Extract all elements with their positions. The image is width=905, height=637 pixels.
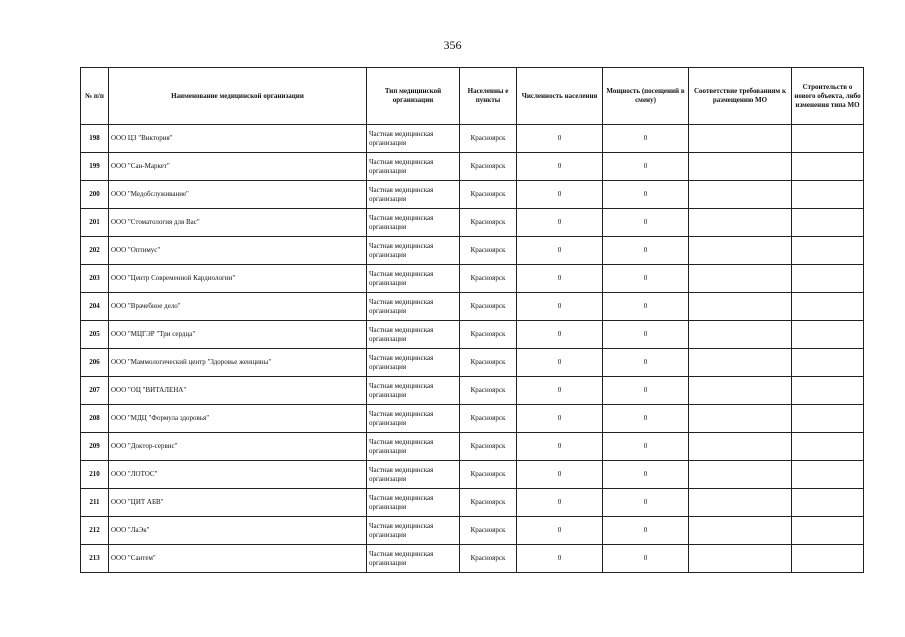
org-type-cell: Частная медицинская организация [367,153,460,181]
org-type-cell: Частная медицинская организация [367,545,460,573]
construction-cell [792,517,864,545]
capacity-cell: 0 [603,405,689,433]
org-type-cell: Частная медицинская организация [367,461,460,489]
compliance-cell [689,321,792,349]
population-cell: 0 [517,321,603,349]
row-number-cell: 202 [81,237,109,265]
construction-cell [792,209,864,237]
header-population: Численность населения [517,68,603,125]
settlement-cell: Красноярск [460,461,517,489]
page-number: 356 [443,38,462,52]
population-cell: 0 [517,545,603,573]
settlement-cell: Красноярск [460,181,517,209]
medical-organizations-table [80,67,864,573]
row-number-cell: 205 [81,321,109,349]
org-type-cell: Частная медицинская организация [367,181,460,209]
table-row [81,237,864,265]
settlement-cell: Красноярск [460,517,517,545]
header-org-type: Тип медицинской организации [367,68,460,125]
construction-cell [792,489,864,517]
population-cell: 0 [517,293,603,321]
row-number-cell: 198 [81,125,109,153]
org-name-cell: ООО "Врачебное дело" [109,293,367,321]
compliance-cell [689,349,792,377]
org-type-cell: Частная медицинская организация [367,489,460,517]
construction-cell [792,433,864,461]
table-row [81,265,864,293]
header-org-name: Наименование медицинской организации [109,68,367,125]
compliance-cell [689,125,792,153]
construction-cell [792,321,864,349]
construction-cell [792,237,864,265]
population-cell: 0 [517,153,603,181]
settlement-cell: Красноярск [460,405,517,433]
construction-cell [792,153,864,181]
settlement-cell: Красноярск [460,125,517,153]
compliance-cell [689,209,792,237]
settlement-cell: Красноярск [460,293,517,321]
population-cell: 0 [517,265,603,293]
construction-cell [792,405,864,433]
org-type-cell: Частная медицинская организация [367,125,460,153]
table-row [81,545,864,573]
org-name-cell: ООО ЦЗ "Виктория" [109,125,367,153]
table-row [81,489,864,517]
org-name-cell: ООО "Центр Современной Кардиологии" [109,265,367,293]
header-construction: Строительств о нового объекта, либо изменения типа МО [792,68,864,125]
header-settlements: Населенны е пункты [460,68,517,125]
compliance-cell [689,237,792,265]
org-name-cell: ООО "ЦИТ АБВ" [109,489,367,517]
capacity-cell: 0 [603,377,689,405]
capacity-cell: 0 [603,461,689,489]
settlement-cell: Красноярск [460,209,517,237]
compliance-cell [689,153,792,181]
org-name-cell: ООО "Медобслуживание" [109,181,367,209]
row-number-cell: 213 [81,545,109,573]
population-cell: 0 [517,209,603,237]
table-row [81,125,864,153]
settlement-cell: Красноярск [460,545,517,573]
table-row [81,405,864,433]
row-number-cell: 208 [81,405,109,433]
capacity-cell: 0 [603,489,689,517]
settlement-cell: Красноярск [460,433,517,461]
row-number-cell: 201 [81,209,109,237]
construction-cell [792,181,864,209]
population-cell: 0 [517,461,603,489]
org-type-cell: Частная медицинская организация [367,321,460,349]
org-type-cell: Частная медицинская организация [367,433,460,461]
org-name-cell: ООО "Маммологический центр "Здоровье женщины" [109,349,367,377]
org-name-cell: ООО "Доктор-сервис" [109,433,367,461]
row-number-cell: 204 [81,293,109,321]
capacity-cell: 0 [603,293,689,321]
settlement-cell: Красноярск [460,377,517,405]
capacity-cell: 0 [603,517,689,545]
org-name-cell: ООО "МЦГЭР "Три сердца" [109,321,367,349]
population-cell: 0 [517,517,603,545]
population-cell: 0 [517,181,603,209]
row-number-cell: 199 [81,153,109,181]
org-type-cell: Частная медицинская организация [367,377,460,405]
compliance-cell [689,293,792,321]
population-cell: 0 [517,125,603,153]
table-row [81,209,864,237]
population-cell: 0 [517,433,603,461]
compliance-cell [689,265,792,293]
population-cell: 0 [517,405,603,433]
settlement-cell: Красноярск [460,153,517,181]
table-row [81,377,864,405]
construction-cell [792,265,864,293]
org-name-cell: ООО "Стоматология для Вас" [109,209,367,237]
row-number-cell: 207 [81,377,109,405]
org-type-cell: Частная медицинская организация [367,209,460,237]
construction-cell [792,293,864,321]
compliance-cell [689,181,792,209]
org-name-cell: ООО "ЛаЭк" [109,517,367,545]
org-type-cell: Частная медицинская организация [367,237,460,265]
org-name-cell: ООО "ОЦ "ВИТАЛЕНА" [109,377,367,405]
construction-cell [792,461,864,489]
population-cell: 0 [517,377,603,405]
org-name-cell: ООО "Оптимус" [109,237,367,265]
compliance-cell [689,461,792,489]
org-name-cell: ООО "Сантем" [109,545,367,573]
construction-cell [792,545,864,573]
org-type-cell: Частная медицинская организация [367,405,460,433]
table-header [81,68,864,125]
capacity-cell: 0 [603,153,689,181]
construction-cell [792,377,864,405]
org-type-cell: Частная медицинская организация [367,265,460,293]
compliance-cell [689,545,792,573]
table-row [81,153,864,181]
header-compliance: Соответствие требованиям к размещению МО [689,68,792,125]
table-row [81,321,864,349]
table-row [81,461,864,489]
capacity-cell: 0 [603,321,689,349]
header-capacity: Мощность (посещений в смену) [603,68,689,125]
org-name-cell: ООО "ЛОТОС" [109,461,367,489]
settlement-cell: Красноярск [460,489,517,517]
construction-cell [792,125,864,153]
table-row [81,349,864,377]
capacity-cell: 0 [603,433,689,461]
org-type-cell: Частная медицинская организация [367,349,460,377]
org-type-cell: Частная медицинская организация [367,517,460,545]
org-type-cell: Частная медицинская организация [367,293,460,321]
org-name-cell: ООО "Сан-Маркет" [109,153,367,181]
table-body [81,125,864,573]
capacity-cell: 0 [603,349,689,377]
population-cell: 0 [517,349,603,377]
capacity-cell: 0 [603,181,689,209]
header-row [81,68,864,125]
row-number-cell: 206 [81,349,109,377]
table-row [81,433,864,461]
table-row [81,517,864,545]
capacity-cell: 0 [603,209,689,237]
population-cell: 0 [517,237,603,265]
header-number: № п/п [81,68,109,125]
org-name-cell: ООО "МДЦ "Формула здоровья" [109,405,367,433]
construction-cell [792,349,864,377]
row-number-cell: 203 [81,265,109,293]
capacity-cell: 0 [603,265,689,293]
compliance-cell [689,433,792,461]
capacity-cell: 0 [603,237,689,265]
settlement-cell: Красноярск [460,321,517,349]
settlement-cell: Красноярск [460,349,517,377]
compliance-cell [689,405,792,433]
compliance-cell [689,489,792,517]
settlement-cell: Красноярск [460,265,517,293]
table-row [81,293,864,321]
row-number-cell: 200 [81,181,109,209]
settlement-cell: Красноярск [460,237,517,265]
population-cell: 0 [517,489,603,517]
row-number-cell: 211 [81,489,109,517]
table-row [81,181,864,209]
capacity-cell: 0 [603,125,689,153]
row-number-cell: 212 [81,517,109,545]
capacity-cell: 0 [603,545,689,573]
compliance-cell [689,517,792,545]
row-number-cell: 209 [81,433,109,461]
row-number-cell: 210 [81,461,109,489]
compliance-cell [689,377,792,405]
